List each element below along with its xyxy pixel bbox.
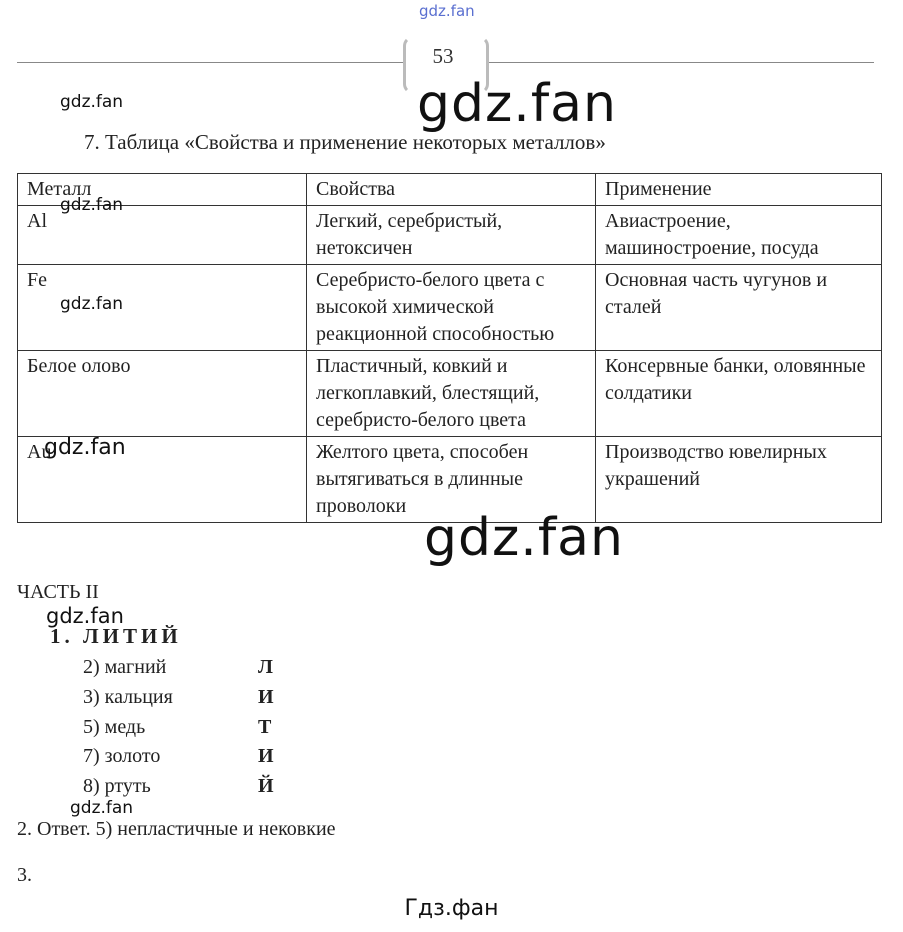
watermark: gdz.fan (60, 294, 124, 314)
cell-application: Основная часть чугунов и сталей (596, 265, 882, 351)
header-cell-application: Применение (596, 174, 882, 206)
footer-watermark: Гдз.фан (404, 896, 499, 921)
list-item-letter: Л (258, 656, 273, 678)
list-item-letter: И (258, 686, 274, 708)
table-header-row (18, 174, 882, 206)
cell-properties: Пластичный, ковкий и легкоплавкий, блестящий, серебристо-белого цвета (307, 351, 596, 437)
watermark-large: gdz.fan (424, 508, 624, 568)
header-cell-properties: Свойства (307, 174, 596, 206)
watermark: gdz.fan (70, 798, 134, 818)
list-item-letter: И (258, 745, 274, 767)
cell-properties: Желтого цвета, способен вытягиваться в длинные проволоки (307, 437, 596, 523)
cell-metal: Al (18, 206, 307, 265)
watermark: gdz.fan (46, 604, 124, 628)
watermark: gdz.fan (60, 92, 124, 112)
cell-properties: Легкий, серебристый, нетоксичен (307, 206, 596, 265)
table-heading: 7. Таблица «Свойства и применение некоторых металлов» (84, 130, 606, 154)
cell-metal: Au (18, 437, 307, 523)
list-item: 2) магний (83, 656, 167, 678)
list-item: 8) ртуть (83, 775, 151, 797)
table-row (18, 206, 882, 265)
list-item: 7) золото (83, 745, 161, 767)
list-item: 5) медь (83, 716, 146, 738)
cell-application: Авиастроение, машиностроение, посуда (596, 206, 882, 265)
cell-metal: Белое олово (18, 351, 307, 437)
answer1-title: 1. ЛИТИЙ (50, 624, 182, 648)
cell-metal: Fe (18, 265, 307, 351)
watermark-large: gdz.fan (417, 74, 617, 134)
watermark: gdz.fan (60, 195, 124, 215)
answer2: 2. Ответ. 5) непластичные и нековкие (17, 818, 336, 840)
watermark-top: gdz.fan (419, 2, 475, 20)
list-item: 3) кальция (83, 686, 173, 708)
watermark: gdz.fan (44, 435, 126, 460)
table-row (18, 351, 882, 437)
cell-properties: Серебристо-белого цвета с высокой химической реакционной способностью (307, 265, 596, 351)
header-cell-metal: Металл (18, 174, 307, 206)
cell-application: Консервные банки, оловянные солдатики (596, 351, 882, 437)
metals-table (17, 173, 882, 523)
list-item-letter: Т (258, 716, 272, 738)
answer3: 3. (17, 864, 32, 886)
page-number: 53 (432, 44, 454, 68)
table-row (18, 265, 882, 351)
cell-application: Производство ювелирных украшений (596, 437, 882, 523)
list-item-letter: Й (258, 775, 274, 797)
part-title: ЧАСТЬ II (17, 581, 99, 603)
